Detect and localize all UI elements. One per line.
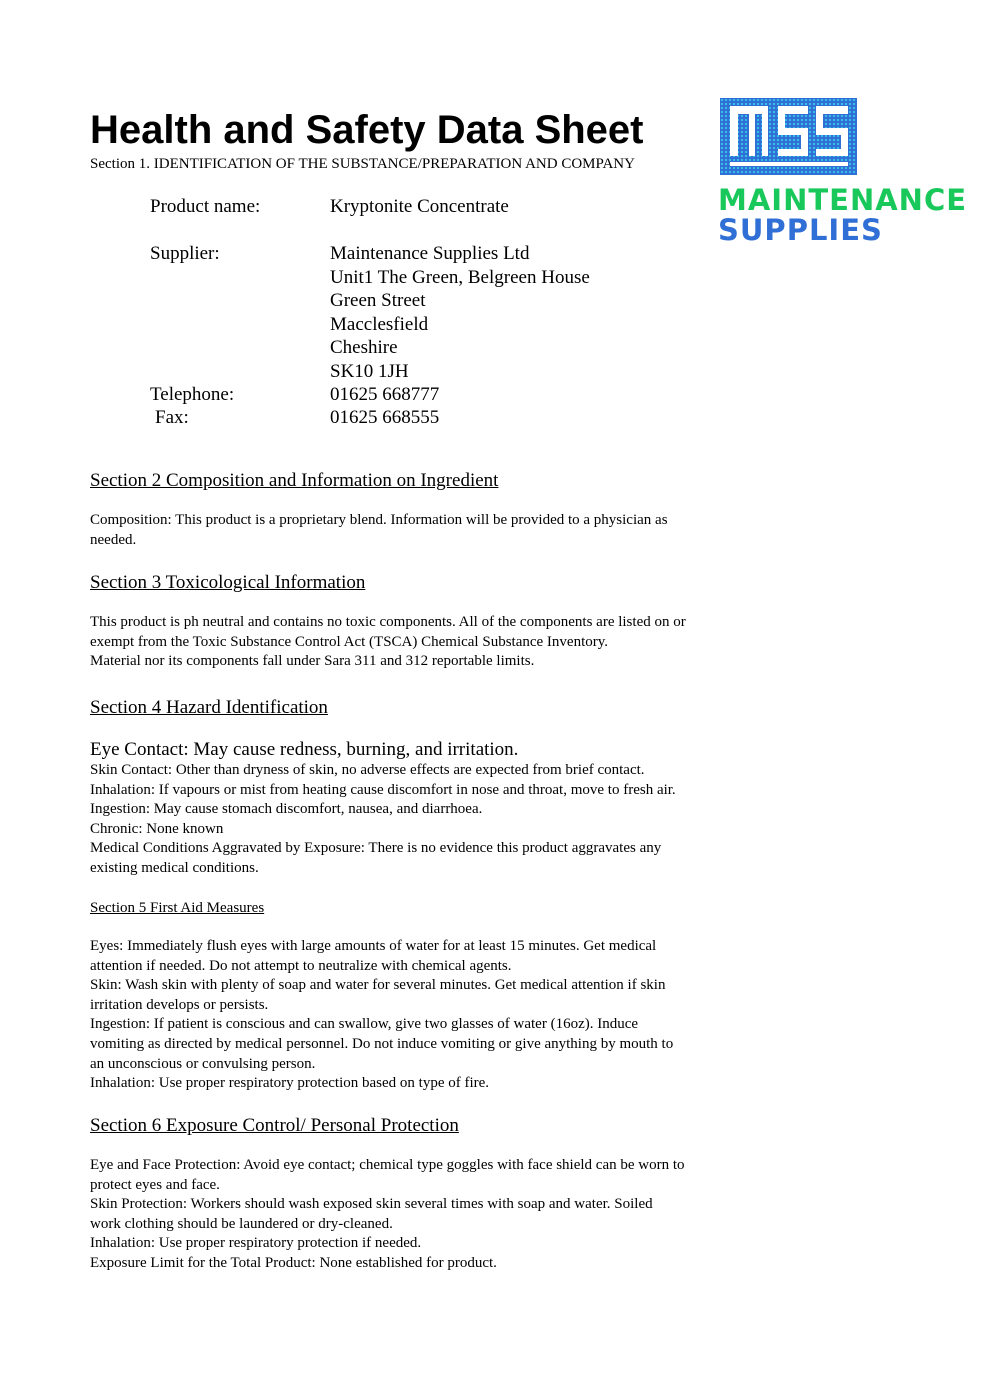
- section-5-heading: Section 5 First Aid Measures: [90, 900, 265, 916]
- supplier-label: Supplier:: [150, 243, 220, 264]
- text-line: needed.: [90, 531, 137, 548]
- text-line: Material nor its components fall under Sara 311 and 312 reportable limits.: [90, 653, 535, 670]
- text-line: Ingestion: May cause stomach discomfort, nausea, and diarrhoea.: [90, 801, 483, 818]
- address-line: SK10 1JH: [330, 360, 409, 382]
- text-line: Medical Conditions Aggravated by Exposure: There is no evidence this product aggravates any: [90, 840, 662, 857]
- text-line: Inhalation: Use proper respiratory protection if needed.: [90, 1235, 422, 1252]
- address-line: Green Street: [330, 290, 426, 311]
- logo-wordmark-supplies: SUPPLIES: [718, 213, 883, 247]
- text-line: vomiting as directed by medical personnel. Do not induce vomiting or give anything by mouth to: [90, 1035, 674, 1052]
- section-2-body: [90, 511, 770, 550]
- address-line: Maintenance Supplies Ltd: [330, 243, 530, 264]
- telephone-value: 01625 668777: [330, 384, 440, 405]
- text-line: irritation develops or persists.: [90, 996, 269, 1013]
- product-name-label: Product name:: [150, 196, 261, 217]
- text-line: exempt from the Toxic Substance Control Act (TSCA) Chemical Substance Inventory.: [90, 633, 609, 650]
- text-line: Inhalation: Use proper respiratory protection based on type of fire.: [90, 1075, 490, 1092]
- section-3-heading: Section 3 Toxicological Information: [90, 572, 366, 593]
- section-4-heading: Section 4 Hazard Identification: [90, 697, 328, 718]
- section-2-heading: Section 2 Composition and Information on Ingredient: [90, 470, 499, 491]
- text-line: work clothing should be laundered or dry-cleaned.: [90, 1215, 393, 1232]
- text-line: Ingestion: If patient is conscious and can swallow, give two glasses of water (16oz). Induce: [90, 1016, 639, 1033]
- section-6-heading: Section 6 Exposure Control/ Personal Protection: [90, 1115, 459, 1136]
- text-line: attention if needed. Do not attempt to neutralize with chemical agents.: [90, 957, 512, 974]
- fax-value: 01625 668555: [330, 407, 440, 428]
- text-line: Inhalation: If vapours or mist from heating cause discomfort in nose and throat, move to fresh air.: [90, 781, 676, 798]
- text-line: Skin: Wash skin with plenty of soap and water for several minutes. Get medical attention if skin: [90, 977, 666, 994]
- text-line: Composition: This product is a proprietary blend. Information will be provided to a physician as: [90, 512, 668, 528]
- text-line: Skin Protection: Workers should wash exposed skin several times with soap and water. Soiled: [90, 1196, 653, 1213]
- product-name-value: Kryptonite Concentrate: [330, 196, 509, 217]
- address-line: Unit1 The Green, Belgreen House: [330, 266, 590, 288]
- company-logo-icon: [720, 98, 857, 175]
- text-line: existing medical conditions.: [90, 859, 259, 876]
- text-line: Eye and Face Protection: Avoid eye contact; chemical type goggles with face shield can be worn to: [90, 1157, 685, 1173]
- text-line: This product is ph neutral and contains no toxic components. All of the components are listed on or: [90, 614, 686, 630]
- text-line: protect eyes and face.: [90, 1176, 220, 1193]
- document-title: Health and Safety Data Sheet: [90, 108, 644, 152]
- logo-wordmark-maintenance: MAINTENANCE: [718, 183, 968, 217]
- address-line: Macclesfield: [330, 313, 429, 335]
- fax-label: Fax:: [155, 407, 189, 428]
- text-line: Exposure Limit for the Total Product: None established for product.: [90, 1254, 497, 1271]
- section-3-body: [90, 613, 770, 672]
- address-line: Cheshire: [330, 337, 398, 358]
- supplier-address: [330, 242, 590, 383]
- section-4-body: [90, 761, 770, 879]
- eye-contact-line: Eye Contact: May cause redness, burning, and irritation.: [90, 739, 519, 760]
- section-5-body: [90, 937, 770, 1094]
- text-line: Eyes: Immediately flush eyes with large amounts of water for at least 15 minutes. Get medical: [90, 938, 657, 954]
- text-line: Skin Contact: Other than dryness of skin, no adverse effects are expected from brief contact.: [90, 762, 645, 778]
- telephone-label: Telephone:: [150, 384, 235, 405]
- section-6-body: [90, 1156, 770, 1274]
- section-1-heading: Section 1. IDENTIFICATION OF THE SUBSTANCE/PREPARATION AND COMPANY: [90, 156, 635, 172]
- text-line: an unconscious or convulsing person.: [90, 1055, 316, 1072]
- text-line: Chronic: None known: [90, 820, 224, 837]
